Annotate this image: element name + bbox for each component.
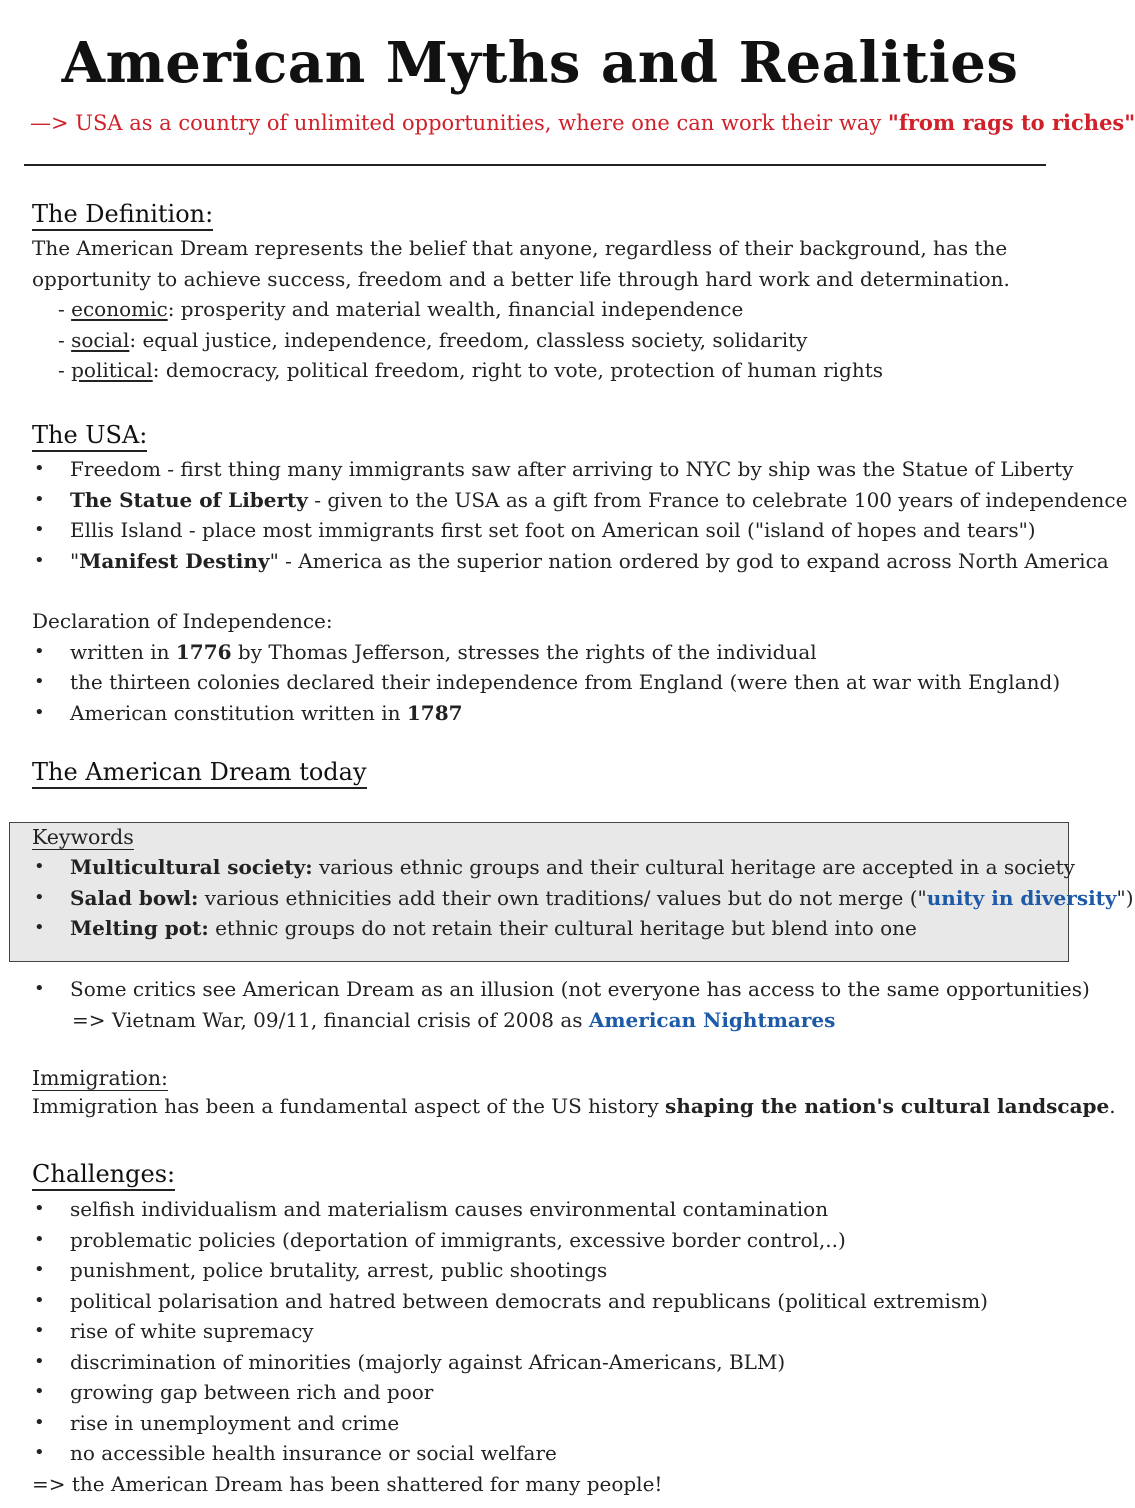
definition-section (32, 200, 213, 231)
declaration-text: the thirteen colonies declared their independence from England (were then at war with England) (70, 670, 1061, 694)
immigration-body: Immigration has been a fundamental aspect of the US history (32, 1094, 666, 1118)
challenge-item (32, 1225, 988, 1256)
usa-item-text: - given to the USA as a gift from France to celebrate 100 years of independence (307, 487, 1128, 512)
declaration-text: written in (70, 639, 176, 664)
definition-item-economic: - economic: prosperity and material wealth, financial independence (58, 297, 744, 321)
challenge-text: selfish individualism and materialism causes environmental contamination (70, 1197, 829, 1221)
keyword-text: various ethnic groups and their cultural heritage are accepted in a society (312, 855, 1075, 879)
challenge-text: rise in unemployment and crime (70, 1410, 400, 1435)
critics-followup (32, 1005, 1090, 1036)
usa-section (32, 421, 147, 452)
critics-text: => Vietnam War, 09/11, financial crisis of 2008 as (72, 1007, 589, 1032)
definition-text: : prosperity and material wealth, financial independence (167, 297, 744, 321)
subtitle-emphasis: "from rags to riches" (887, 110, 1135, 135)
challenge-item (32, 1194, 988, 1225)
declaration-label: Declaration of Independence: (32, 609, 333, 633)
challenge-item (32, 1408, 988, 1439)
keyword-melting-pot (32, 913, 1134, 944)
definition-key: political (71, 358, 153, 382)
today-heading: The American Dream today (32, 758, 367, 789)
subtitle (30, 110, 1135, 135)
usa-heading: The USA: (32, 421, 147, 452)
declaration-item (32, 667, 1060, 698)
challenge-item (32, 1255, 988, 1286)
challenge-text: political polarisation and hatred between democrats and republicans (political extremism) (70, 1288, 988, 1313)
immigration-section (32, 1066, 1116, 1122)
declaration-item (32, 637, 1060, 668)
keywords-content (32, 825, 1134, 944)
page-title: American Myths and Realities (61, 30, 1019, 96)
challenge-item (32, 1347, 988, 1378)
subtitle-text: —> USA as a country of unlimited opportunities, where one can work their way (30, 111, 888, 135)
usa-item-ellis (32, 515, 1127, 546)
keyword-multicultural (32, 852, 1134, 883)
challenge-text: problematic policies (deportation of immigrants, excessive border control,..) (70, 1227, 846, 1252)
challenge-item (32, 1377, 988, 1408)
definition-line-1: The American Dream represents the belief that anyone, regardless of their background, has the (32, 236, 1008, 260)
challenge-text: growing gap between rich and poor (70, 1380, 434, 1404)
keyword-highlight: unity in diversity (926, 885, 1117, 910)
critics-text: Some critics see American Dream as an illusion (not everyone has access to the same opportunities) (70, 977, 1090, 1001)
definition-line-2: opportunity to achieve success, freedom and a better life through hard work and determination. (32, 266, 1010, 291)
quote-open: " (70, 548, 80, 573)
challenge-text: no accessible health insurance or social welfare (70, 1441, 557, 1465)
challenge-text: rise of white supremacy (70, 1319, 314, 1343)
usa-item-text: Ellis Island - place most immigrants first set foot on American soil ("island of hopes and tears") (70, 518, 1036, 542)
usa-item-text: Freedom - first thing many immigrants saw after arriving to NYC by ship was the Statue of Liberty (70, 457, 1074, 481)
keywords-list (32, 852, 1134, 944)
today-section (32, 758, 367, 789)
declaration-item (32, 698, 1060, 729)
immigration-text (32, 1091, 1116, 1122)
definition-list (58, 294, 883, 386)
challenge-item (32, 1316, 988, 1347)
definition-item-political: - political: democracy, political freedom, right to vote, protection of human rights (58, 358, 884, 382)
definition-text: : democracy, political freedom, right to vote, protection of human rights (152, 358, 884, 382)
challenge-text: punishment, police brutality, arrest, public shootings (70, 1258, 608, 1282)
declaration-section (32, 606, 1060, 728)
critics-highlight: American Nightmares (588, 1007, 836, 1032)
challenge-text: discrimination of minorities (majorly against African-Americans, BLM) (70, 1349, 786, 1374)
keyword-text: various ethnicities add their own traditions/ values but do not merge (" (198, 885, 927, 910)
definition-body (32, 233, 1010, 294)
challenges-section (32, 1160, 175, 1191)
usa-item-manifest (32, 546, 1127, 577)
quote-close: " (269, 548, 279, 573)
keyword-salad-bowl (32, 883, 1134, 914)
critics-section (32, 974, 1090, 1035)
definition-item-social: - social: equal justice, independence, freedom, classless society, solidarity (58, 327, 808, 352)
challenges-heading: Challenges: (32, 1160, 175, 1191)
declaration-text: by Thomas Jefferson, stresses the rights of the individual (231, 639, 817, 664)
immigration-end: . (1109, 1094, 1116, 1118)
critics-item (32, 974, 1090, 1005)
usa-item-text: - America as the superior nation ordered by god to expand across North America (278, 548, 1109, 573)
usa-item-bold: The Statue of Liberty (70, 487, 308, 512)
challenge-item (32, 1286, 988, 1317)
immigration-bold: shaping the nation's cultural landscape (665, 1094, 1110, 1118)
usa-item-statue (32, 485, 1127, 516)
keywords-label: Keywords (32, 825, 134, 849)
usa-list (32, 454, 1127, 576)
challenges-conclusion: => the American Dream has been shattered for many people! (32, 1471, 663, 1496)
definition-key: economic (71, 297, 168, 321)
declaration-list (32, 637, 1060, 729)
keyword-term: Melting pot: (70, 916, 209, 940)
usa-list-wrap (32, 454, 1127, 576)
keyword-text: ") (1116, 885, 1134, 910)
challenge-item (32, 1438, 988, 1469)
title-divider (24, 164, 1046, 166)
definition-key: social (71, 327, 130, 352)
usa-item-freedom (32, 454, 1127, 485)
usa-item-bold: Manifest Destiny (79, 548, 270, 573)
declaration-text: American constitution written in (70, 700, 407, 725)
immigration-label: Immigration: (32, 1066, 168, 1090)
challenges-body (32, 1194, 988, 1499)
challenges-list (32, 1194, 988, 1469)
keyword-term: Salad bowl: (70, 885, 199, 910)
keyword-text: ethnic groups do not retain their cultural heritage but blend into one (208, 916, 917, 940)
definition-heading: The Definition: (32, 200, 213, 231)
declaration-year: 1776 (175, 639, 232, 664)
critics-list (32, 974, 1090, 1005)
keyword-term: Multicultural society: (70, 855, 313, 879)
definition-text: : equal justice, independence, freedom, classless society, solidarity (129, 327, 808, 352)
declaration-year: 1787 (406, 700, 463, 725)
